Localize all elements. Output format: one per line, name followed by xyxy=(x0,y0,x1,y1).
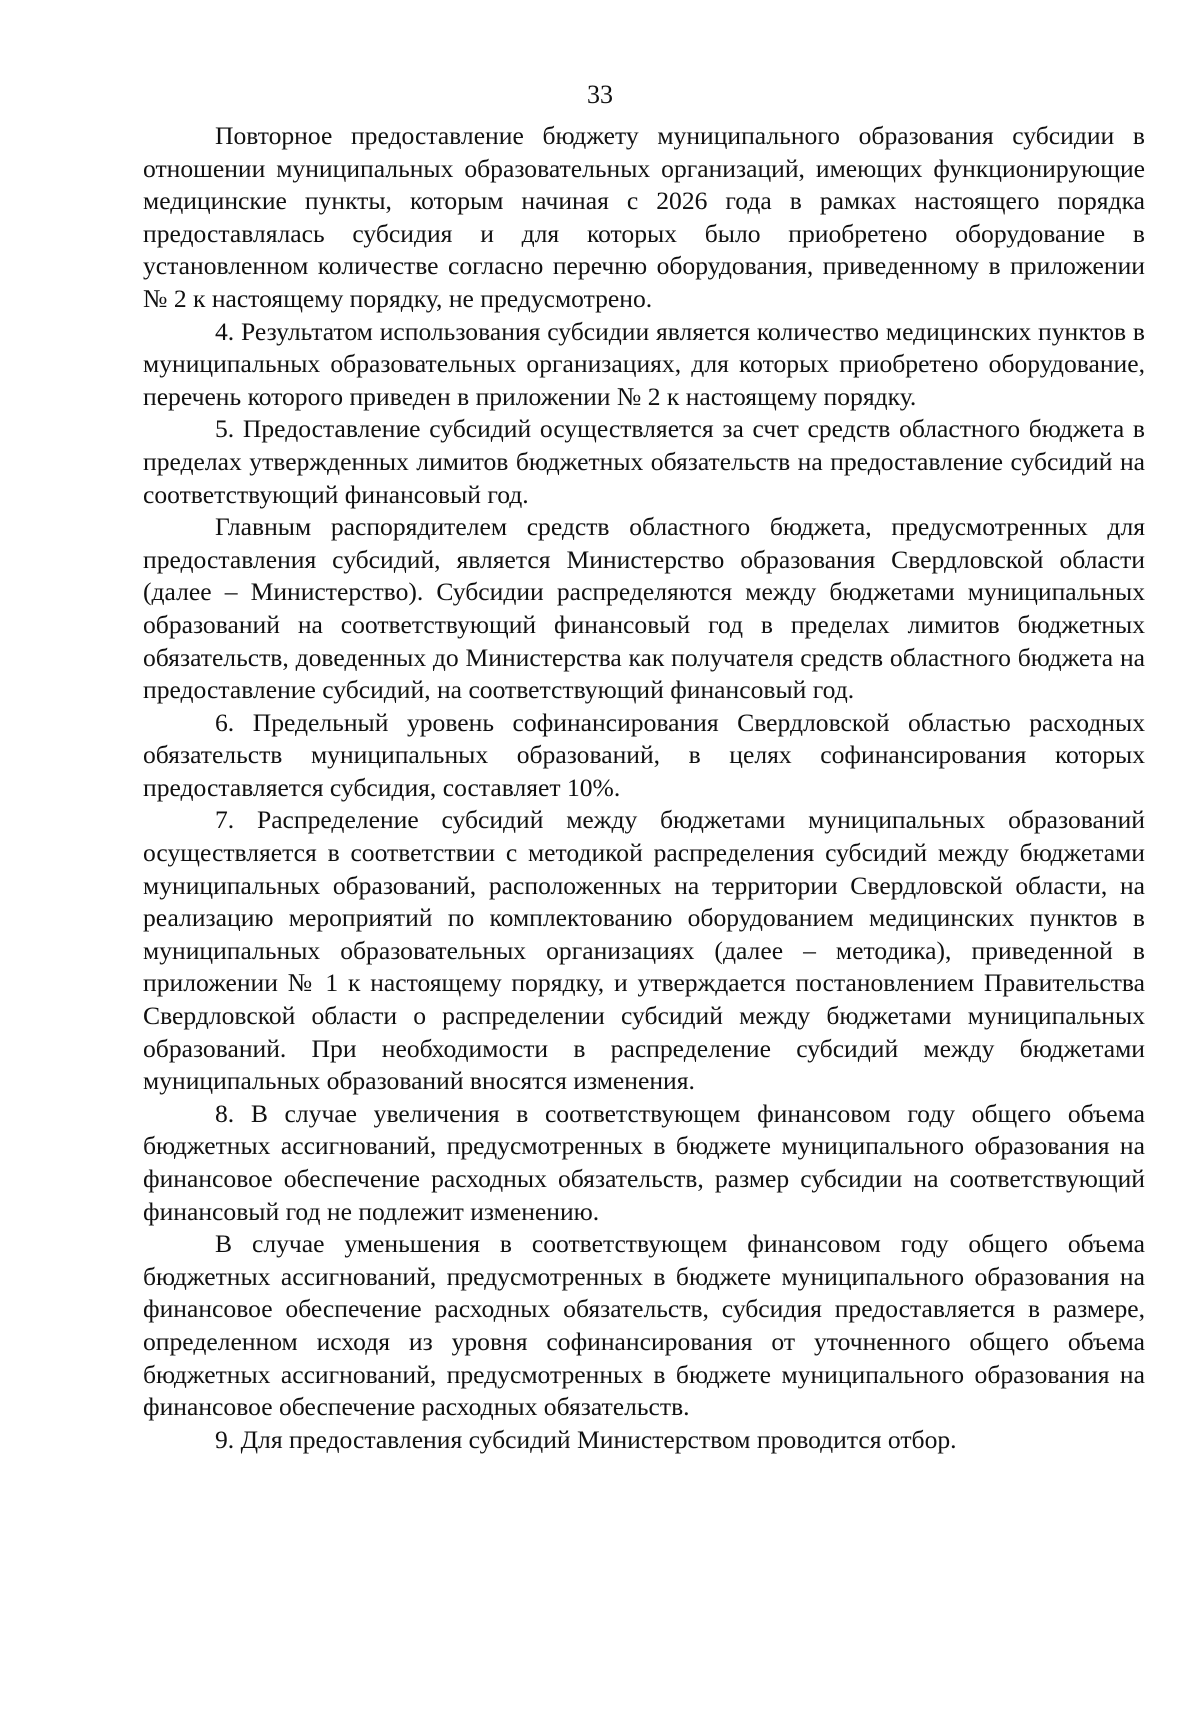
paragraph-item-5-funding: 5. Предоставление субсидий осуществляется за счет средств областного бюджета в пределах утвержденных лимитов бюджетных обязательств на предоставление субсидий на соответствующий финансовый год. xyxy=(143,414,1145,509)
paragraph-item-7-distribution: 7. Распределение субсидий между бюджетами муниципальных образований осуществляется в соответствии с методикой распределения субсидий между бюджетами муниципальных образований, расположенных на территории Свердловской области, на реализацию мероприятий по комплектованию оборудованием медицинских пунктов в муниципальных образовательных организациях (далее – методика), приведенной в приложении № 1 к настоящему порядку, и утверждается постановлением Правительства Свердловской области о распределении субсидий между бюджетами муниципальных образований. При необходимости в распределение субсидий между бюджетами муниципальных образований вносятся изменения. xyxy=(143,805,1145,1096)
paragraph-decrease: В случае уменьшения в соответствующем финансовом году общего объема бюджетных ассигнований, предусмотренных в бюджете муниципального образования на финансовое обеспечение расходных обязательств, субсидия предоставляется в размере, определенном исходя из уровня софинансирования от уточненного общего объема бюджетных ассигнований, предусмотренных в бюджете муниципального образования на финансовое обеспечение расходных обязательств. xyxy=(143,1229,1145,1422)
paragraph-item-6-cofinancing: 6. Предельный уровень софинансирования Свердловской областью расходных обязательств муниципальных образований, в целях софинансирования которых предоставляется субсидия, составляет 10%. xyxy=(143,707,1145,802)
page-number: 33 xyxy=(587,80,613,109)
paragraph-main-administrator: Главным распорядителем средств областного бюджета, предусмотренных для предоставления субсидий, является Министерство образования Свердловской области (далее – Министерство). Субсидии распределяются между бюджетами муниципальных образований на соответствующий финансовый год в пределах лимитов бюджетных обязательств, доведенных до Министерства как получателя средств областного бюджета на предоставление субсидий, на соответствующий финансовый год. xyxy=(143,512,1145,705)
paragraph-item-8-increase: 8. В случае увеличения в соответствующем финансовом году общего объема бюджетных ассигнований, предусмотренных в бюджете муниципального образования на финансовое обеспечение расходных обязательств, размер субсидии на соответствующий финансовый год не подлежит изменению. xyxy=(143,1098,1145,1226)
paragraph-repeat-subsidy: Повторное предоставление бюджету муниципального образования субсидии в отношении муниципальных образовательных организаций, имеющих функционирующие медицинские пункты, которым начиная с 2026 года в рамках настоящего порядка предоставлялась субсидия и для которых было приобретено оборудование в установленном количестве согласно перечню оборудования, приведенному в приложении № 2 к настоящему порядку, не предусмотрено. xyxy=(143,121,1145,313)
paragraph-item-4-result: 4. Результатом использования субсидии является количество медицинских пунктов в муниципальных образовательных организациях, для которых приобретено оборудование, перечень которого приведен в приложении № 2 к настоящему порядку. xyxy=(143,316,1145,411)
document-body xyxy=(143,120,1145,1456)
paragraph-item-9-selection: 9. Для предоставления субсидий Министерством проводится отбор. xyxy=(215,1424,957,1454)
